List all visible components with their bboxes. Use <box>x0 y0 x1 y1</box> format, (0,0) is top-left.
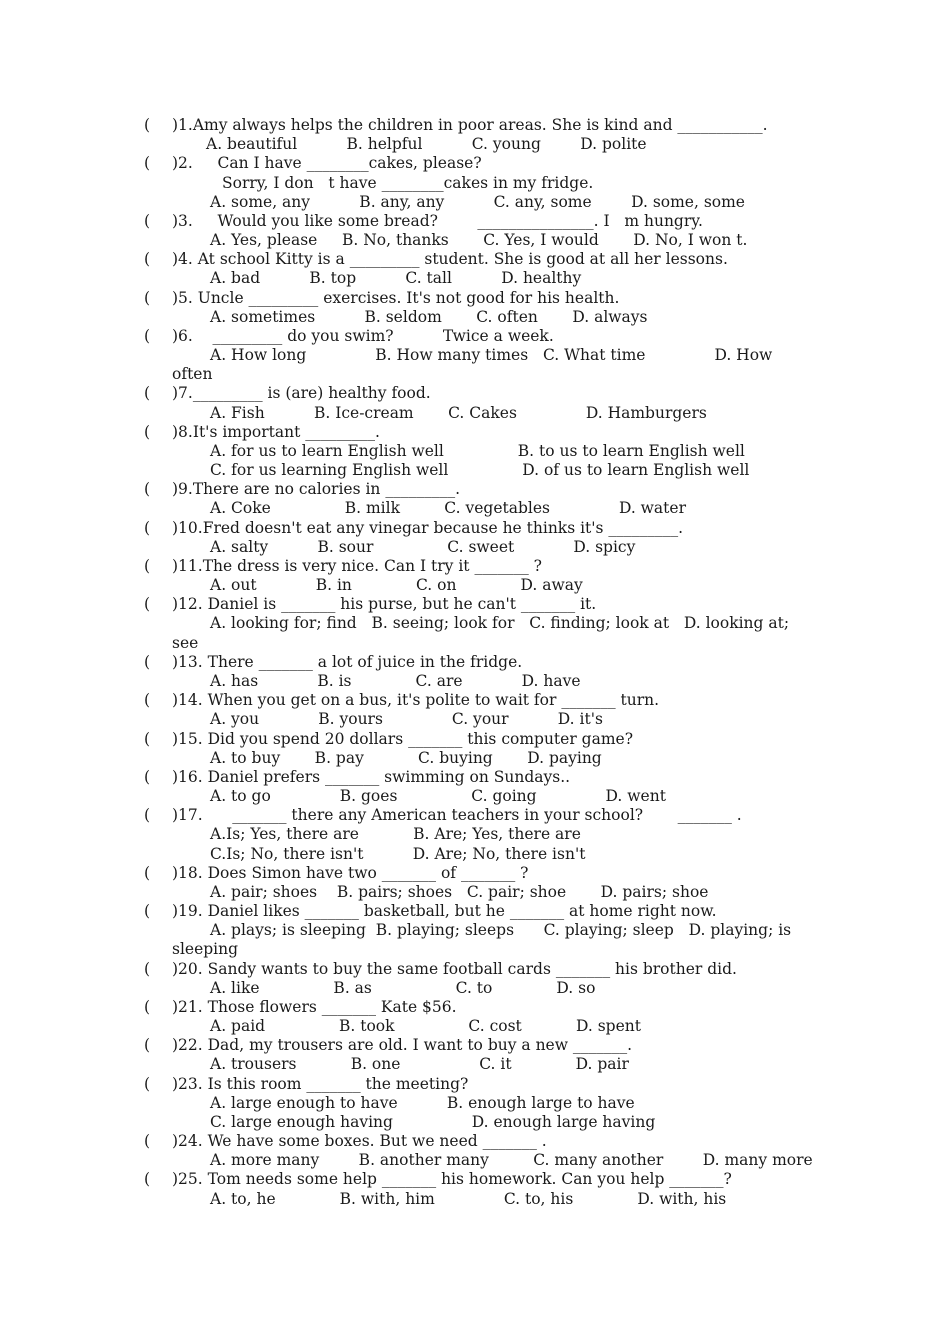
answer-bracket: ( <box>144 806 151 825</box>
option-text: C. for us learning English well D. of us to learn English well <box>210 461 750 480</box>
option-text: A. beautiful B. helpful C. young D. polite <box>206 135 647 154</box>
option-text: A. Coke B. milk C. vegetables D. water <box>210 499 686 518</box>
continuation-text: sleeping <box>172 940 239 959</box>
question-line <box>0 289 950 308</box>
answer-bracket: ( <box>144 691 151 710</box>
answer-bracket: ( <box>144 250 151 269</box>
question-line <box>0 768 950 787</box>
option-line <box>0 1190 950 1209</box>
question-text: )9.There are no calories in _________. <box>172 480 461 499</box>
answer-bracket: ( <box>144 959 151 978</box>
option-line <box>0 193 950 212</box>
option-line <box>0 672 950 691</box>
worksheet <box>0 116 950 1209</box>
option-line <box>0 404 950 423</box>
question-text: )1.Amy always helps the children in poor areas. She is kind and ___________. <box>172 116 768 134</box>
option-text: A. sometimes B. seldom C. often D. always <box>210 307 648 326</box>
question-text: )3. Would you like some bread? _______________. I m hungry. <box>172 211 703 230</box>
option-line <box>0 174 950 193</box>
answer-bracket: ( <box>144 1132 151 1151</box>
option-text: C.Is; No, there isn't D. Are; No, there isn't <box>210 844 586 863</box>
question-text: )6. _________ do you swim? Twice a week. <box>172 326 554 345</box>
answer-bracket: ( <box>144 154 151 173</box>
option-line <box>0 346 950 365</box>
option-line <box>0 576 950 595</box>
option-text: A. trousers B. one C. it D. pair <box>210 1055 629 1074</box>
option-text: A. you B. yours C. your D. it's <box>210 710 603 729</box>
option-line <box>0 269 950 288</box>
continuation-line <box>0 365 950 384</box>
option-line <box>0 538 950 557</box>
answer-bracket: ( <box>144 326 151 345</box>
option-text: A. paid B. took C. cost D. spent <box>210 1017 641 1036</box>
question-line <box>0 1075 950 1094</box>
question-line <box>0 519 950 538</box>
answer-bracket: ( <box>144 595 151 614</box>
option-text: A. for us to learn English well B. to us to learn English well <box>210 441 745 460</box>
option-line <box>0 710 950 729</box>
option-line <box>0 1017 950 1036</box>
question-line <box>0 557 950 576</box>
question-text: )23. Is this room _______ the meeting? <box>172 1074 469 1093</box>
question-line <box>0 212 950 231</box>
question-text: )4. At school Kitty is a _________ student. She is good at all her lessons. <box>172 250 728 269</box>
question-text: )14. When you get on a bus, it's polite to wait for _______ turn. <box>172 691 660 710</box>
option-text: A. like B. as C. to D. so <box>210 978 596 997</box>
question-line <box>0 384 950 403</box>
continuation-line <box>0 940 950 959</box>
continuation-text: see <box>172 633 199 652</box>
option-line <box>0 231 950 250</box>
question-line <box>0 730 950 749</box>
question-line <box>0 691 950 710</box>
option-text: Sorry, I don t have ________cakes in my fridge. <box>222 173 594 192</box>
option-text: A. more many B. another many C. many another D. many more <box>210 1151 813 1170</box>
option-line <box>0 787 950 806</box>
option-text: A. bad B. top C. tall D. healthy <box>210 269 582 288</box>
question-line <box>0 1132 950 1151</box>
answer-bracket: ( <box>144 1074 151 1093</box>
question-text: )25. Tom needs some help _______ his homework. Can you help _______? <box>172 1170 732 1189</box>
question-text: )21. Those flowers _______ Kate $56. <box>172 997 457 1016</box>
option-line <box>0 442 950 461</box>
question-text: )8.It's important _________. <box>172 422 380 441</box>
option-line <box>0 1055 950 1074</box>
continuation-line <box>0 634 950 653</box>
answer-bracket: ( <box>144 211 151 230</box>
option-text: A. salty B. sour C. sweet D. spicy <box>210 537 636 556</box>
question-line <box>0 806 950 825</box>
option-line <box>0 308 950 327</box>
option-line <box>0 1094 950 1113</box>
question-line <box>0 116 950 135</box>
question-text: )7._________ is (are) healthy food. <box>172 384 431 403</box>
question-line <box>0 154 950 173</box>
answer-bracket: ( <box>144 729 151 748</box>
question-line <box>0 423 950 442</box>
answer-bracket: ( <box>144 1036 151 1055</box>
option-text: A. large enough to have B. enough large to have <box>210 1093 635 1112</box>
question-text: )22. Dad, my trousers are old. I want to buy a new _______. <box>172 1036 633 1055</box>
question-line <box>0 902 950 921</box>
question-line <box>0 864 950 883</box>
answer-bracket: ( <box>144 422 151 441</box>
answer-bracket: ( <box>144 1170 151 1189</box>
option-line <box>0 749 950 768</box>
question-text: )18. Does Simon have two _______ of _______ ? <box>172 863 529 882</box>
option-text: A. pair; shoes B. pairs; shoes C. pair; shoe D. pairs; shoe <box>210 882 709 901</box>
answer-bracket: ( <box>144 556 151 575</box>
option-text: A. Fish B. Ice-cream C. Cakes D. Hamburgers <box>210 403 707 422</box>
option-line <box>0 825 950 844</box>
answer-bracket: ( <box>144 116 151 134</box>
option-text: A. to go B. goes C. going D. went <box>210 787 666 806</box>
question-line <box>0 998 950 1017</box>
question-text: )19. Daniel likes _______ basketball, but he _______ at home right now. <box>172 902 717 921</box>
question-line <box>0 595 950 614</box>
continuation-text: often <box>172 365 213 384</box>
answer-bracket: ( <box>144 863 151 882</box>
question-text: )16. Daniel prefers _______ swimming on Sundays.. <box>172 767 571 786</box>
option-line <box>0 499 950 518</box>
option-text: A. has B. is C. are D. have <box>210 671 581 690</box>
answer-bracket: ( <box>144 652 151 671</box>
option-line <box>0 461 950 480</box>
question-line <box>0 1036 950 1055</box>
question-text: )24. We have some boxes. But we need _______ . <box>172 1132 547 1151</box>
option-line <box>0 883 950 902</box>
option-line <box>0 614 950 633</box>
option-line <box>0 979 950 998</box>
question-text: )2. Can I have ________cakes, please? <box>172 154 482 173</box>
question-text: )11.The dress is very nice. Can I try it _______ ? <box>172 556 542 575</box>
question-line <box>0 653 950 672</box>
option-text: A.Is; Yes, there are B. Are; Yes, there are <box>210 825 581 844</box>
answer-bracket: ( <box>144 518 151 537</box>
answer-bracket: ( <box>144 384 151 403</box>
option-text: A. Yes, please B. No, thanks C. Yes, I would D. No, I won t. <box>210 231 748 250</box>
option-line <box>0 1113 950 1132</box>
answer-bracket: ( <box>144 997 151 1016</box>
option-text: C. large enough having D. enough large having <box>210 1112 656 1131</box>
option-text: A. plays; is sleeping B. playing; sleeps C. playing; sleep D. playing; is <box>210 921 792 940</box>
question-text: )13. There _______ a lot of juice in the fridge. <box>172 652 523 671</box>
question-text: )5. Uncle _________ exercises. It's not good for his health. <box>172 288 620 307</box>
option-line <box>0 135 950 154</box>
option-text: A. How long B. How many times C. What time D. How <box>210 346 773 365</box>
option-line <box>0 1151 950 1170</box>
option-line <box>0 921 950 940</box>
answer-bracket: ( <box>144 902 151 921</box>
option-text: A. looking for; find B. seeing; look for C. finding; look at D. looking at; <box>210 614 790 633</box>
answer-bracket: ( <box>144 480 151 499</box>
question-text: )10.Fred doesn't eat any vinegar because he thinks it's _________. <box>172 518 684 537</box>
question-text: )20. Sandy wants to buy the same football cards _______ his brother did. <box>172 959 737 978</box>
question-text: )15. Did you spend 20 dollars _______ this computer game? <box>172 729 634 748</box>
question-text: )12. Daniel is _______ his purse, but he can't _______ it. <box>172 595 597 614</box>
answer-bracket: ( <box>144 767 151 786</box>
question-line <box>0 480 950 499</box>
option-text: A. to buy B. pay C. buying D. paying <box>210 748 602 767</box>
option-text: A. to, he B. with, him C. to, his D. with, his <box>210 1189 727 1208</box>
option-text: A. out B. in C. on D. away <box>210 576 583 595</box>
question-line <box>0 960 950 979</box>
option-line <box>0 845 950 864</box>
option-text: A. some, any B. any, any C. any, some D. some, some <box>210 192 745 211</box>
question-line <box>0 250 950 269</box>
question-line <box>0 327 950 346</box>
question-line <box>0 1170 950 1189</box>
answer-bracket: ( <box>144 288 151 307</box>
question-text: )17. _______ there any American teachers in your school? _______ . <box>172 806 742 825</box>
